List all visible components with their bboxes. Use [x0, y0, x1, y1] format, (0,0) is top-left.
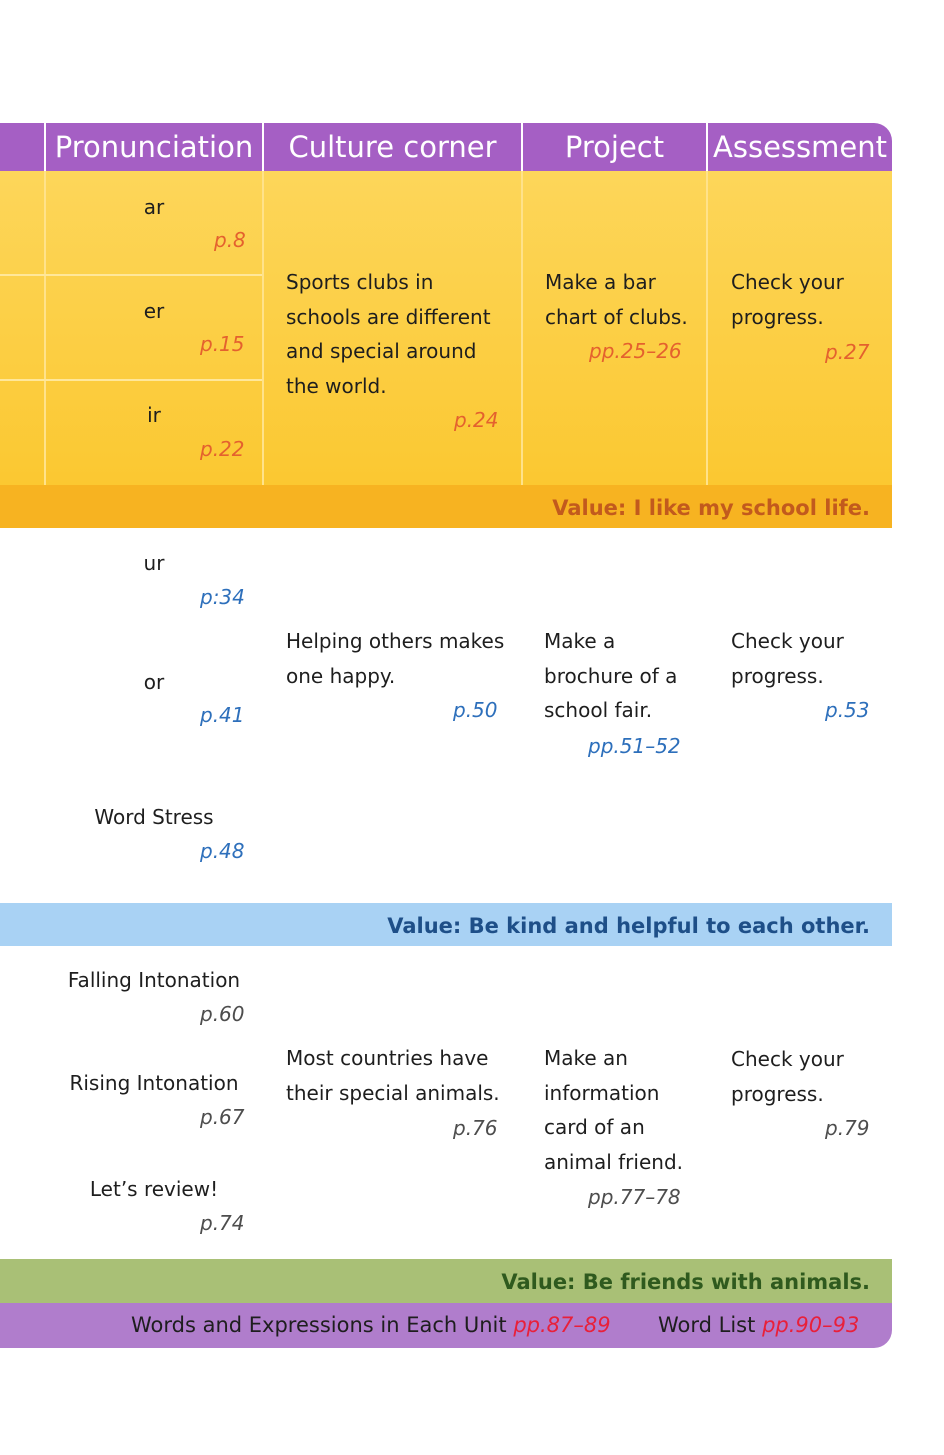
- text-line: the world.: [286, 373, 387, 398]
- header-pronunciation: Pronunciation: [54, 130, 254, 164]
- footer-words-label: Words and Expressions in Each Unit: [131, 1313, 507, 1337]
- footer-word-list-label: Word List: [658, 1313, 756, 1337]
- page-ref: p.48: [200, 839, 245, 863]
- page-ref: p.50: [453, 698, 498, 722]
- page-ref: p:34: [200, 585, 245, 609]
- header-project: Project: [564, 130, 665, 164]
- text-line: Make a: [544, 629, 616, 653]
- page-ref: p.60: [200, 1002, 245, 1026]
- page-ref: p.74: [200, 1211, 245, 1235]
- text-line: Make an: [544, 1046, 628, 1070]
- text-line: Helping others makes: [286, 629, 505, 653]
- pron-rising-intonation: Rising Intonation: [69, 1071, 239, 1095]
- assessment-text: [731, 265, 844, 334]
- pron-ar: ar: [143, 195, 165, 219]
- page-ref: pp.51–52: [588, 734, 681, 758]
- text-line: school fair.: [544, 698, 653, 722]
- text-line: chart of clubs.: [545, 304, 688, 329]
- text-line: progress.: [731, 1081, 824, 1106]
- page-ref: p.76: [453, 1116, 498, 1140]
- text-line: progress.: [731, 663, 824, 688]
- assessment-text: [731, 1042, 844, 1111]
- pron-word-stress: Word Stress: [94, 805, 214, 829]
- text-line: Most countries have: [286, 1046, 489, 1070]
- pron-er: er: [143, 299, 165, 323]
- text-line: their special animals.: [286, 1080, 500, 1105]
- page-ref: p.22: [200, 437, 245, 461]
- pron-ir: ir: [147, 403, 161, 427]
- text-line: progress.: [731, 304, 824, 329]
- text-line: animal friend.: [544, 1149, 683, 1174]
- text-line: Sports clubs in: [286, 270, 434, 294]
- assessment-text: [731, 624, 844, 693]
- text-line: one happy.: [286, 663, 396, 688]
- header-culture-corner: Culture corner: [288, 130, 497, 164]
- text-line: brochure of a: [544, 663, 678, 688]
- text-line: and special around: [286, 339, 477, 363]
- page-ref: p.79: [825, 1116, 870, 1140]
- text-line: Make a bar: [545, 270, 656, 294]
- page-ref: p.15: [200, 332, 245, 356]
- pron-lets-review: Let’s review!: [89, 1177, 219, 1201]
- project-text: [544, 1041, 683, 1179]
- value-text: Value: I like my school life.: [552, 496, 870, 520]
- text-line: schools are different: [286, 304, 491, 329]
- text-line: Check your: [731, 629, 844, 653]
- page-ref: p.41: [200, 703, 245, 727]
- footer-words-expressions: [131, 1303, 611, 1348]
- project-text: [545, 265, 688, 334]
- page-ref: p.27: [825, 340, 870, 364]
- text-line: Check your: [731, 1047, 844, 1071]
- row-divider: [0, 379, 262, 381]
- value-text: Value: Be friends with animals.: [501, 1270, 870, 1294]
- column-divider: [262, 171, 264, 485]
- page-ref: p.24: [454, 408, 499, 432]
- culture-text: [286, 1041, 500, 1110]
- page-ref: pp.25–26: [589, 339, 682, 363]
- culture-text: [286, 624, 504, 693]
- culture-text: [286, 265, 491, 403]
- value-text: Value: Be kind and helpful to each other.: [387, 914, 870, 938]
- pron-falling-intonation: Falling Intonation: [67, 968, 241, 992]
- text-line: information: [544, 1080, 660, 1105]
- page-ref: p.8: [214, 228, 246, 252]
- text-line: card of an: [544, 1115, 645, 1139]
- footer-word-list: [658, 1303, 859, 1348]
- pron-or: or: [143, 670, 165, 694]
- column-divider: [521, 171, 523, 485]
- column-divider: [706, 171, 708, 485]
- project-text: [544, 624, 677, 728]
- header-assessment: Assessment: [713, 130, 887, 164]
- page-ref: pp.90–93: [762, 1313, 860, 1337]
- page-ref: p.53: [825, 698, 870, 722]
- pron-ur: ur: [143, 551, 165, 575]
- row-divider: [0, 274, 262, 276]
- page-ref: p.67: [200, 1105, 245, 1129]
- page-ref: pp.77–78: [588, 1185, 681, 1209]
- text-line: Check your: [731, 270, 844, 294]
- page-ref: pp.87–89: [513, 1313, 611, 1337]
